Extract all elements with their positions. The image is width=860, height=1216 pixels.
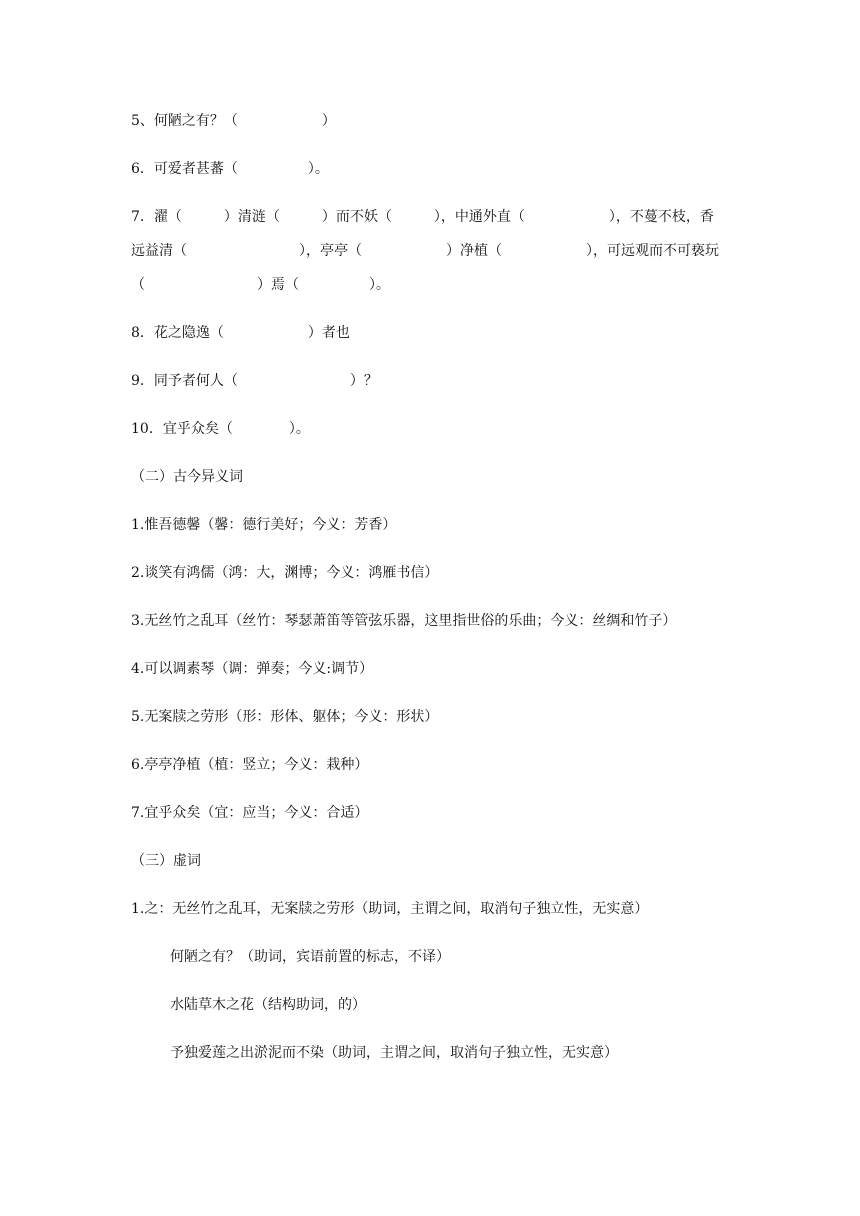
ancient-modern-item-2: 2.谈笑有鸿儒（鸿：大，渊博；今义：鸿雁书信） [131,565,439,581]
exercise-item-10: 10．宜乎众矣（ ）。 [131,421,310,437]
ancient-modern-item-1: 1.惟吾德馨（馨：德行美好；今义：芳香） [131,517,397,533]
exercise-item-8: 8．花之隐逸（ ）者也 [131,325,350,341]
ancient-modern-item-5: 5.无案牍之劳形（形：形体、躯体；今义：形状） [131,709,439,725]
ancient-modern-item-4: 4.可以调素琴（调：弹奏；今义:调节） [131,661,374,677]
exercise-item-7-line-3: （ ）焉（ ）。 [131,277,390,293]
exercise-item-6: 6．可爱者甚蕃（ ）。 [131,161,329,177]
exercise-item-9: 9．同予者何人（ ）？ [131,373,378,389]
function-word-item-1: 1.之：无丝竹之乱耳，无案牍之劳形（助词，主谓之间，取消句子独立性，无实意） [131,901,649,917]
function-word-example-3: 予独爱莲之出淤泥而不染（助词，主谓之间，取消句子独立性，无实意） [170,1045,618,1061]
section-heading-ancient-modern: （二）古今异义词 [131,469,243,485]
ancient-modern-item-6: 6.亭亭净植（植：竖立；今义：栽种） [131,757,369,773]
exercise-item-5: 5、何陋之有？（ ） [131,113,336,129]
exercise-item-7-line-1: 7．濯（ ）清涟（ ）而不妖（ ），中通外直（ ），不蔓不枝，香 [131,209,714,225]
ancient-modern-item-3: 3.无丝竹之乱耳（丝竹：琴瑟萧笛等管弦乐器，这里指世俗的乐曲；今义：丝绸和竹子） [131,613,677,629]
function-word-example-2: 水陆草木之花（结构助词，的） [170,997,366,1013]
exercise-item-7-line-2: 远益清（ ），亭亭（ ）净植（ ），可远观而不可亵玩 [131,243,719,259]
ancient-modern-item-7: 7.宜乎众矣（宜：应当；今义：合适） [131,805,369,821]
section-heading-function-words: （三）虚词 [131,853,201,869]
function-word-example-1: 何陋之有？（助词，宾语前置的标志，不译） [170,949,450,965]
